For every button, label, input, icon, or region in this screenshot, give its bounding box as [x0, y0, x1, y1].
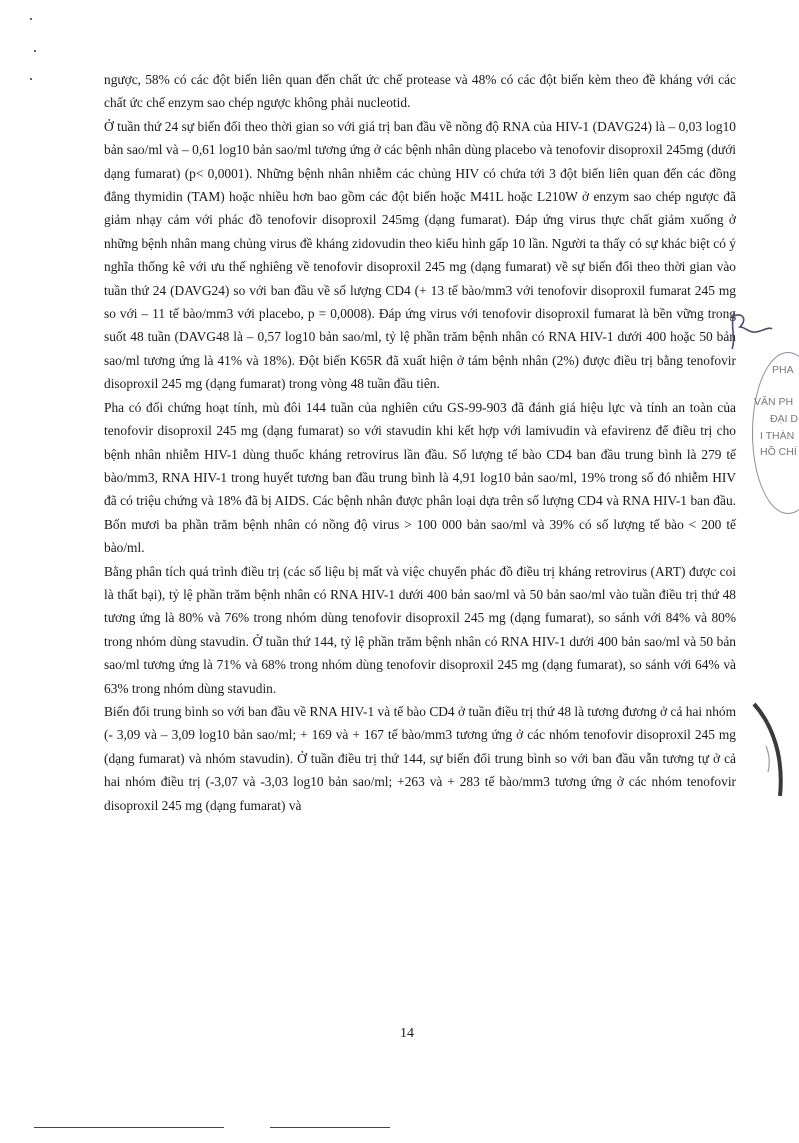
stamp-arc-mark: [752, 700, 799, 810]
paragraph-2: Ở tuần thứ 24 sự biến đổi theo thời gian so với giá trị ban đầu về nồng độ RNA của HIV-1 (DAVG24) là – 0,03 log10 bản sao/ml và – 0,61 log10 bản sao/ml tương ứng ở các bệnh nhân dùng placebo và tenofovir disoproxil 245mg (dưới dạng fumarat) (p< 0,0001). Những bệnh nhân nhiễm các chủng HIV có chứa tới 3 đột biến liên quan đến các đồng đẳng thymidin (TAM) hoặc nhiều hơn bao gồm các đột biến hoặc M41L hoặc L210W ở enzym sao chép ngược đã giảm nhạy cảm với phác đồ tenofovir disoproxil 245mg (dạng fumarat). Đáp ứng virus thực chất giảm xuống ở những bệnh nhân mang chủng virus đề kháng zidovudin theo kiểu hình gấp 10 lần. Người ta thấy có sự khác biệt có ý nghĩa thống kê với ưu thế nghiêng về tenofovir disoproxil 245 mg (dạng fumarat) về sự biến đổi theo thời gian vào tuần thứ 24 (DAVG24) so với ban đầu về số lượng CD4 (+ 13 tế bào/mm3 với tenofovir disoproxil fumarat 245 mg so với – 11 tế bào/mm3 với placebo, p = 0,0008). Đáp ứng virus với tenofovir disoproxil fumarat là bền vững trong suốt 48 tuần (DAVG48 là – 0,57 log10 bản sao/ml, tỷ lệ phần trăm bệnh nhân có RNA HIV-1 dưới 400 hoặc 50 bản sao/ml tương ứng là 41% và 18%). Đột biến K65R đã xuất hiện ở tám bệnh nhân (2%) được điều trị bằng tenofovir disoproxil 245 mg (dạng fumarat) trong vòng 48 tuần đầu tiên.: [104, 118, 736, 392]
stamp-text-line: PHA: [772, 364, 794, 376]
stamp-text-line: I THÀN: [760, 430, 795, 442]
margin-mark: [30, 78, 32, 80]
paragraph-1: ngược, 58% có các đột biến liên quan đến chất ức chế protease và 48% có các đột biến kèm theo đề kháng với các chất ức chế enzym sao chép ngược không phải nucleotid.: [104, 72, 736, 111]
document-body: [104, 68, 736, 817]
paragraph-5: Biến đổi trung bình so với ban đầu về RNA HIV-1 và tế bào CD4 ở tuần điều trị thứ 48 là tương đương ở cả hai nhóm (- 3,09 và – 3,09 log10 bản sao/ml; + 169 và + 167 tế bào/mm3 tương ứng ở các nhóm tenofovir disoproxil 245 mg (dạng fumarat) và nhóm stavudin). Ở tuần điều trị thứ 144, sự biến đổi trung bình so với ban đầu vẫn tương tự ở cả hai nhóm điều trị (-3,07 và -3,03 log10 bản sao/ml; +263 và + 283 tế bào/mm3 tương ứng ở các nhóm tenofovir disoproxil 245 mg (dạng fumarat) và: [104, 703, 736, 813]
margin-mark: [34, 50, 36, 52]
stamp-text-line: VĂN PH: [754, 396, 794, 408]
margin-mark: [30, 18, 32, 20]
paragraph-3: Pha có đối chứng hoạt tính, mù đôi 144 tuần của nghiên cứu GS-99-903 đã đánh giá hiệu lực và tính an toàn của tenofovir disoproxil 245 mg (dạng fumarat) so với stavudin khi kết hợp với lamivudin và efavirenz để điều trị cho bệnh nhân nhiễm HIV-1 dùng thuốc kháng retrovirus lần đầu. Số lượng tế bào CD4 ban đầu trung bình là 279 tế bào/mm3, RNA HIV-1 trong huyết tương ban đầu trung bình là 4,91 log10 bản sao/ml, 19% trong số đó nhiễm HIV đã có triệu chứng và 18% đã bị AIDS. Các bệnh nhân được phân loại dựa trên số lượng CD4 và RNA HIV-1 ban đầu. Bốn mươi ba phần trăm bệnh nhân có nồng độ virus > 100 000 bản sao/ml và 39% có số lượng tế bào < 200 tế bào/ml.: [104, 399, 736, 556]
initials-signature: [726, 305, 776, 355]
page-number: 14: [400, 1026, 414, 1041]
scan-bottom-line: [270, 1127, 390, 1128]
stamp-text-line: HỒ CHÍ: [760, 446, 797, 458]
scan-bottom-line: [34, 1127, 224, 1128]
paragraph-4: Bằng phân tích quá trình điều trị (các số liệu bị mất và việc chuyển phác đồ điều trị kháng retrovirus (ART) được coi là thất bại), tỷ lệ phần trăm bệnh nhân có RNA HIV-1 dưới 400 bản sao/ml và 50 bản sao/ml vào tuần điều trị thứ 48 tương ứng là 80% và 76% trong nhóm dùng tenofovir disoproxil 245 mg (dạng fumarat), so sánh với 84% và 80% trong nhóm dùng stavudin. Ở tuần thứ 144, tỷ lệ phần trăm bệnh nhân có RNA HIV-1 dưới 400 bản sao/ml và 50 bản sao/ml tương ứng là 71% và 68% trong nhóm dùng tenofovir disoproxil 245 mg (dạng fumarat), so sánh với 64% và 63% trong nhóm dùng stavudin.: [104, 563, 736, 696]
stamp-text-line: ĐẠI D: [770, 413, 799, 425]
